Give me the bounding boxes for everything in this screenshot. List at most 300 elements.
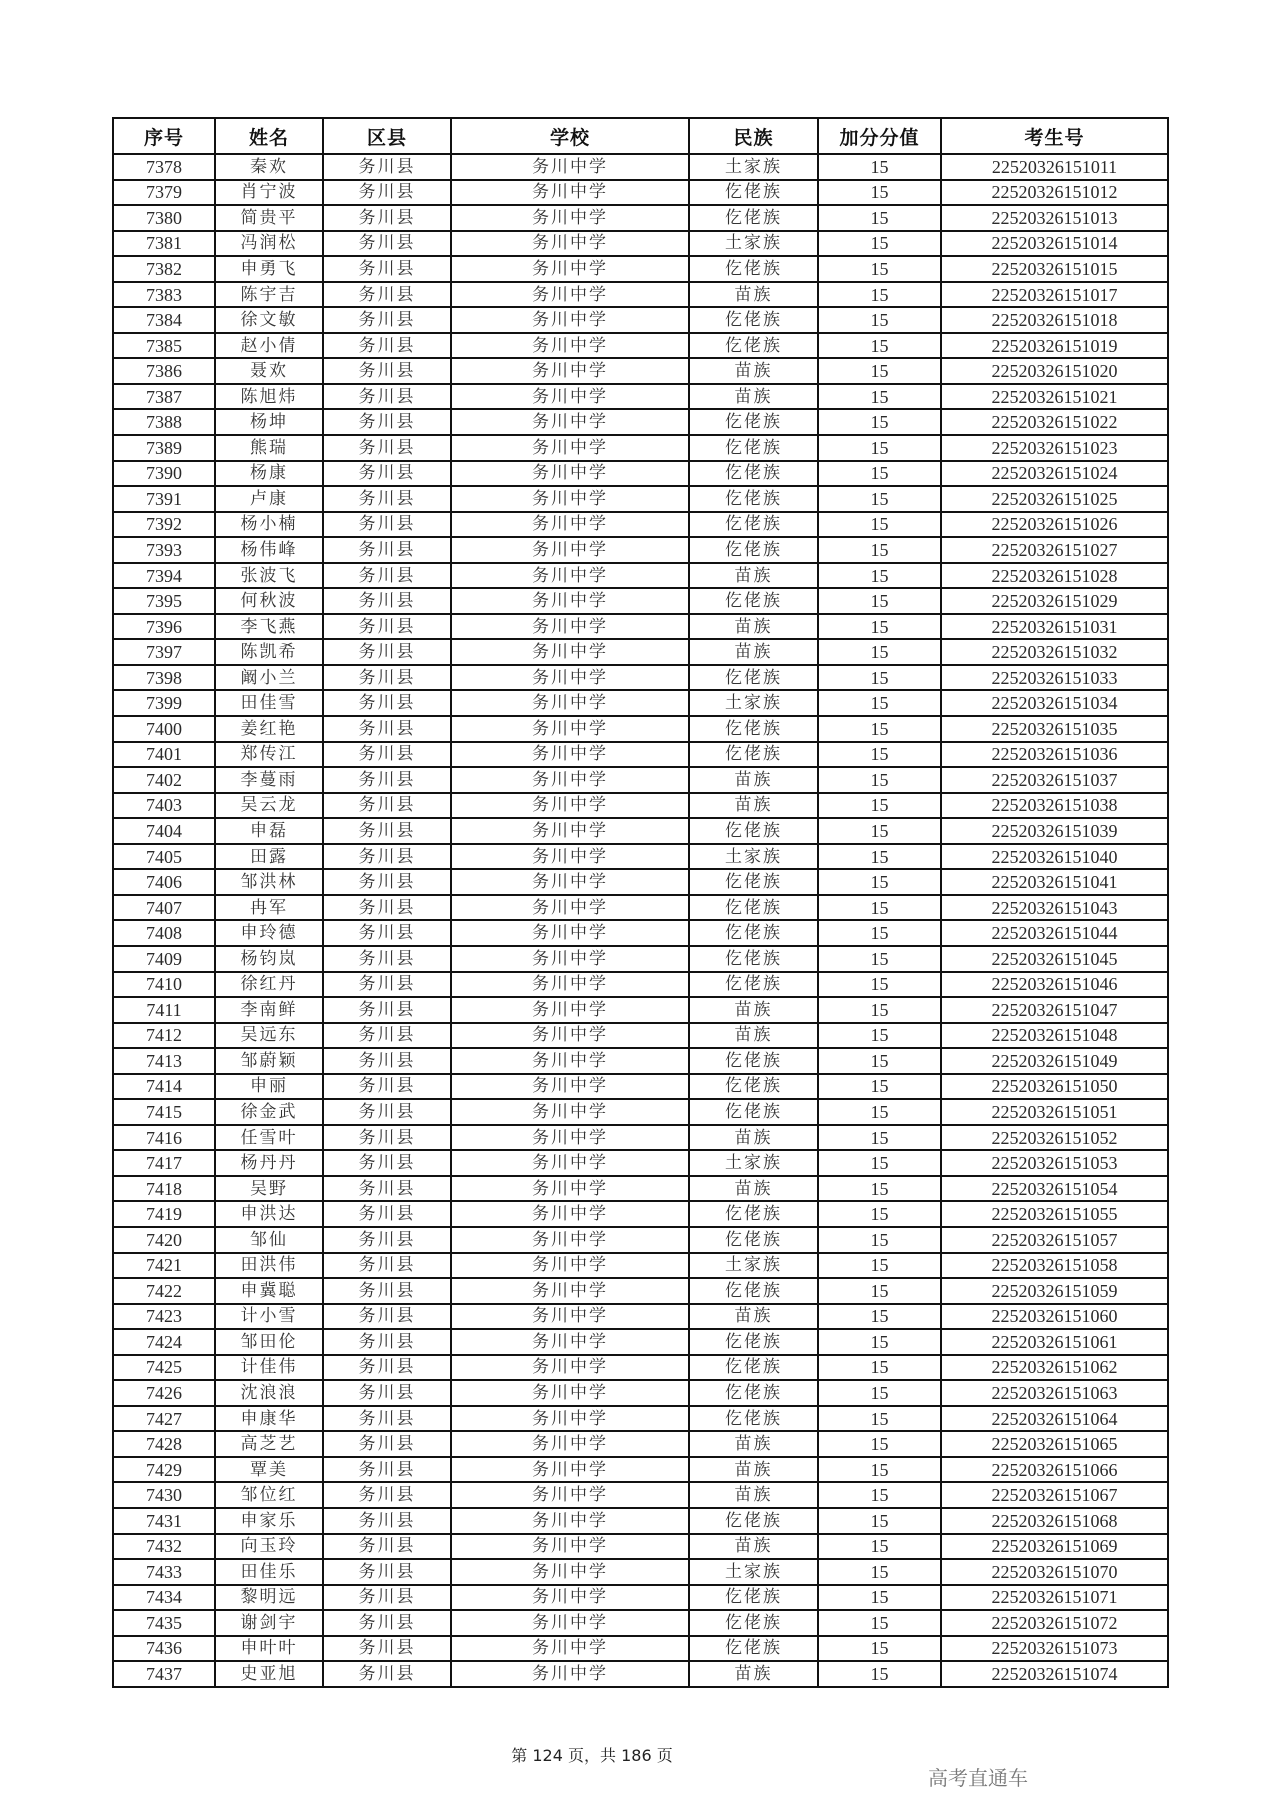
cell-school: 务川中学 (451, 1661, 689, 1687)
cell-district: 务川县 (323, 1431, 451, 1457)
cell-district: 务川县 (323, 869, 451, 895)
cell-bonus-points: 15 (818, 1534, 941, 1560)
cell-name: 赵小倩 (215, 333, 323, 359)
cell-exam-id: 22520326151032 (941, 639, 1168, 665)
cell-school: 务川中学 (451, 486, 689, 512)
table-row (113, 997, 1168, 1023)
cell-school: 务川中学 (451, 307, 689, 333)
cell-ethnicity: 苗族 (689, 1023, 818, 1049)
cell-district: 务川县 (323, 1329, 451, 1355)
cell-school: 务川中学 (451, 972, 689, 998)
table-row (113, 690, 1168, 716)
cell-district: 务川县 (323, 1074, 451, 1100)
cell-district: 务川县 (323, 154, 451, 180)
table-row (113, 844, 1168, 870)
cell-name: 田佳雪 (215, 690, 323, 716)
cell-serial-number: 7403 (113, 793, 215, 819)
cell-exam-id: 22520326151052 (941, 1125, 1168, 1151)
table-row (113, 205, 1168, 231)
table-row (113, 1534, 1168, 1560)
cell-bonus-points: 15 (818, 588, 941, 614)
cell-name: 李飞燕 (215, 614, 323, 640)
cell-school: 务川中学 (451, 588, 689, 614)
cell-exam-id: 22520326151024 (941, 461, 1168, 487)
cell-bonus-points: 15 (818, 537, 941, 563)
table-row (113, 1457, 1168, 1483)
cell-district: 务川县 (323, 1099, 451, 1125)
cell-exam-id: 22520326151036 (941, 742, 1168, 768)
cell-bonus-points: 15 (818, 563, 941, 589)
cell-bonus-points: 15 (818, 461, 941, 487)
cell-serial-number: 7428 (113, 1431, 215, 1457)
table-header-row (113, 118, 1168, 154)
cell-bonus-points: 15 (818, 1661, 941, 1687)
table-row (113, 1585, 1168, 1611)
cell-ethnicity: 苗族 (689, 639, 818, 665)
cell-name: 何秋波 (215, 588, 323, 614)
cell-serial-number: 7426 (113, 1380, 215, 1406)
cell-ethnicity: 仡佬族 (689, 818, 818, 844)
cell-ethnicity: 仡佬族 (689, 1508, 818, 1534)
cell-serial-number: 7434 (113, 1585, 215, 1611)
cell-serial-number: 7408 (113, 920, 215, 946)
cell-name: 杨钧岚 (215, 946, 323, 972)
table-row (113, 1074, 1168, 1100)
cell-bonus-points: 15 (818, 1074, 941, 1100)
table-row (113, 154, 1168, 180)
cell-ethnicity: 仡佬族 (689, 1610, 818, 1636)
table-row (113, 1482, 1168, 1508)
table-row (113, 1253, 1168, 1279)
cell-district: 务川县 (323, 997, 451, 1023)
cell-school: 务川中学 (451, 512, 689, 538)
cell-bonus-points: 15 (818, 231, 941, 257)
cell-name: 杨康 (215, 461, 323, 487)
cell-exam-id: 22520326151041 (941, 869, 1168, 895)
cell-bonus-points: 15 (818, 358, 941, 384)
cell-ethnicity: 仡佬族 (689, 869, 818, 895)
cell-bonus-points: 15 (818, 869, 941, 895)
cell-district: 务川县 (323, 972, 451, 998)
table-row (113, 384, 1168, 410)
cell-ethnicity: 仡佬族 (689, 512, 818, 538)
cell-ethnicity: 苗族 (689, 1431, 818, 1457)
cell-school: 务川中学 (451, 1227, 689, 1253)
cell-serial-number: 7418 (113, 1176, 215, 1202)
cell-ethnicity: 土家族 (689, 1150, 818, 1176)
cell-serial-number: 7437 (113, 1661, 215, 1687)
cell-bonus-points: 15 (818, 1355, 941, 1381)
cell-serial-number: 7415 (113, 1099, 215, 1125)
cell-school: 务川中学 (451, 333, 689, 359)
cell-serial-number: 7398 (113, 665, 215, 691)
table-row (113, 461, 1168, 487)
column-header-serial-number: 序号 (113, 118, 215, 154)
cell-name: 沈浪浪 (215, 1380, 323, 1406)
cell-exam-id: 22520326151062 (941, 1355, 1168, 1381)
cell-district: 务川县 (323, 358, 451, 384)
cell-ethnicity: 仡佬族 (689, 665, 818, 691)
table-row (113, 1355, 1168, 1381)
cell-ethnicity: 仡佬族 (689, 1099, 818, 1125)
cell-district: 务川县 (323, 1201, 451, 1227)
cell-name: 张波飞 (215, 563, 323, 589)
cell-school: 务川中学 (451, 1176, 689, 1202)
cell-name: 阚小兰 (215, 665, 323, 691)
table-row (113, 231, 1168, 257)
cell-district: 务川县 (323, 920, 451, 946)
table-row (113, 333, 1168, 359)
cell-name: 申勇飞 (215, 256, 323, 282)
cell-serial-number: 7393 (113, 537, 215, 563)
cell-exam-id: 22520326151060 (941, 1304, 1168, 1330)
cell-serial-number: 7390 (113, 461, 215, 487)
table-row (113, 639, 1168, 665)
column-header-district: 区县 (323, 118, 451, 154)
cell-exam-id: 22520326151034 (941, 690, 1168, 716)
cell-serial-number: 7431 (113, 1508, 215, 1534)
cell-name: 徐文敏 (215, 307, 323, 333)
cell-school: 务川中学 (451, 895, 689, 921)
cell-school: 务川中学 (451, 1431, 689, 1457)
cell-name: 申洪达 (215, 1201, 323, 1227)
cell-district: 务川县 (323, 1048, 451, 1074)
cell-exam-id: 22520326151071 (941, 1585, 1168, 1611)
cell-exam-id: 22520326151013 (941, 205, 1168, 231)
column-header-ethnicity: 民族 (689, 118, 818, 154)
cell-school: 务川中学 (451, 231, 689, 257)
cell-exam-id: 22520326151037 (941, 767, 1168, 793)
cell-exam-id: 22520326151061 (941, 1329, 1168, 1355)
cell-ethnicity: 苗族 (689, 1304, 818, 1330)
cell-serial-number: 7389 (113, 435, 215, 461)
cell-serial-number: 7382 (113, 256, 215, 282)
cell-exam-id: 22520326151073 (941, 1636, 1168, 1662)
watermark-logo-text: 高考直通车 (928, 1766, 1028, 1790)
cell-serial-number: 7421 (113, 1253, 215, 1279)
cell-exam-id: 22520326151059 (941, 1278, 1168, 1304)
cell-bonus-points: 15 (818, 205, 941, 231)
table-row (113, 1508, 1168, 1534)
cell-school: 务川中学 (451, 1099, 689, 1125)
cell-school: 务川中学 (451, 435, 689, 461)
cell-ethnicity: 土家族 (689, 690, 818, 716)
cell-name: 姜红艳 (215, 716, 323, 742)
cell-exam-id: 22520326151014 (941, 231, 1168, 257)
cell-school: 务川中学 (451, 665, 689, 691)
cell-bonus-points: 15 (818, 180, 941, 206)
cell-ethnicity: 苗族 (689, 358, 818, 384)
cell-district: 务川县 (323, 1150, 451, 1176)
cell-ethnicity: 苗族 (689, 793, 818, 819)
cell-serial-number: 7427 (113, 1406, 215, 1432)
cell-district: 务川县 (323, 1661, 451, 1687)
cell-school: 务川中学 (451, 639, 689, 665)
table-row (113, 742, 1168, 768)
cell-bonus-points: 15 (818, 690, 941, 716)
cell-serial-number: 7404 (113, 818, 215, 844)
cell-exam-id: 22520326151049 (941, 1048, 1168, 1074)
cell-ethnicity: 仡佬族 (689, 1355, 818, 1381)
cell-district: 务川县 (323, 793, 451, 819)
table-row (113, 1176, 1168, 1202)
cell-school: 务川中学 (451, 946, 689, 972)
cell-name: 邹位红 (215, 1482, 323, 1508)
cell-ethnicity: 仡佬族 (689, 307, 818, 333)
cell-serial-number: 7424 (113, 1329, 215, 1355)
cell-school: 务川中学 (451, 154, 689, 180)
cell-exam-id: 22520326151031 (941, 614, 1168, 640)
cell-serial-number: 7405 (113, 844, 215, 870)
cell-district: 务川县 (323, 1176, 451, 1202)
cell-ethnicity: 仡佬族 (689, 920, 818, 946)
cell-exam-id: 22520326151040 (941, 844, 1168, 870)
cell-school: 务川中学 (451, 818, 689, 844)
cell-bonus-points: 15 (818, 1176, 941, 1202)
cell-ethnicity: 苗族 (689, 282, 818, 308)
table-row (113, 793, 1168, 819)
cell-bonus-points: 15 (818, 716, 941, 742)
table-row (113, 818, 1168, 844)
cell-district: 务川县 (323, 409, 451, 435)
cell-serial-number: 7387 (113, 384, 215, 410)
cell-name: 田佳乐 (215, 1559, 323, 1585)
table-row (113, 563, 1168, 589)
cell-name: 杨坤 (215, 409, 323, 435)
cell-name: 李南鲜 (215, 997, 323, 1023)
table-row (113, 512, 1168, 538)
table-row (113, 588, 1168, 614)
cell-name: 计小雪 (215, 1304, 323, 1330)
table-row (113, 1329, 1168, 1355)
cell-ethnicity: 苗族 (689, 997, 818, 1023)
cell-ethnicity: 苗族 (689, 767, 818, 793)
cell-exam-id: 22520326151038 (941, 793, 1168, 819)
cell-serial-number: 7413 (113, 1048, 215, 1074)
table-row (113, 1610, 1168, 1636)
cell-ethnicity: 仡佬族 (689, 895, 818, 921)
table-row (113, 716, 1168, 742)
cell-ethnicity: 仡佬族 (689, 1074, 818, 1100)
cell-name: 吴远东 (215, 1023, 323, 1049)
cell-serial-number: 7385 (113, 333, 215, 359)
cell-exam-id: 22520326151050 (941, 1074, 1168, 1100)
cell-bonus-points: 15 (818, 1253, 941, 1279)
cell-ethnicity: 仡佬族 (689, 333, 818, 359)
table-row (113, 1559, 1168, 1585)
cell-school: 务川中学 (451, 1278, 689, 1304)
cell-serial-number: 7392 (113, 512, 215, 538)
cell-name: 申磊 (215, 818, 323, 844)
cell-serial-number: 7416 (113, 1125, 215, 1151)
cell-district: 务川县 (323, 537, 451, 563)
cell-ethnicity: 仡佬族 (689, 1380, 818, 1406)
cell-ethnicity: 仡佬族 (689, 537, 818, 563)
cell-district: 务川县 (323, 946, 451, 972)
table-row (113, 920, 1168, 946)
cell-exam-id: 22520326151033 (941, 665, 1168, 691)
cell-exam-id: 22520326151028 (941, 563, 1168, 589)
cell-exam-id: 22520326151055 (941, 1201, 1168, 1227)
cell-bonus-points: 15 (818, 1023, 941, 1049)
cell-ethnicity: 土家族 (689, 231, 818, 257)
cell-bonus-points: 15 (818, 1585, 941, 1611)
cell-ethnicity: 仡佬族 (689, 588, 818, 614)
cell-exam-id: 22520326151027 (941, 537, 1168, 563)
table-row (113, 256, 1168, 282)
cell-bonus-points: 15 (818, 793, 941, 819)
cell-district: 务川县 (323, 1278, 451, 1304)
cell-bonus-points: 15 (818, 742, 941, 768)
cell-bonus-points: 15 (818, 512, 941, 538)
cell-school: 务川中学 (451, 742, 689, 768)
cell-serial-number: 7432 (113, 1534, 215, 1560)
cell-bonus-points: 15 (818, 333, 941, 359)
cell-serial-number: 7436 (113, 1636, 215, 1662)
table-row (113, 1201, 1168, 1227)
cell-name: 申叶叶 (215, 1636, 323, 1662)
cell-school: 务川中学 (451, 997, 689, 1023)
table-row (113, 1431, 1168, 1457)
cell-exam-id: 22520326151025 (941, 486, 1168, 512)
column-header-bonus-points: 加分分值 (818, 118, 941, 154)
table-row (113, 1048, 1168, 1074)
cell-name: 简贵平 (215, 205, 323, 231)
cell-exam-id: 22520326151015 (941, 256, 1168, 282)
cell-district: 务川县 (323, 1508, 451, 1534)
table-row (113, 869, 1168, 895)
cell-district: 务川县 (323, 665, 451, 691)
cell-school: 务川中学 (451, 180, 689, 206)
page-footer (0, 1743, 1280, 1766)
cell-school: 务川中学 (451, 1023, 689, 1049)
cell-school: 务川中学 (451, 1329, 689, 1355)
cell-serial-number: 7394 (113, 563, 215, 589)
cell-serial-number: 7397 (113, 639, 215, 665)
cell-bonus-points: 15 (818, 946, 941, 972)
cell-serial-number: 7378 (113, 154, 215, 180)
cell-bonus-points: 15 (818, 639, 941, 665)
cell-district: 务川县 (323, 1585, 451, 1611)
cell-exam-id: 22520326151018 (941, 307, 1168, 333)
cell-school: 务川中学 (451, 1355, 689, 1381)
cell-name: 郑传江 (215, 742, 323, 768)
cell-serial-number: 7383 (113, 282, 215, 308)
cell-exam-id: 22520326151066 (941, 1457, 1168, 1483)
table-row (113, 1380, 1168, 1406)
cell-name: 陈凯希 (215, 639, 323, 665)
cell-school: 务川中学 (451, 1406, 689, 1432)
cell-bonus-points: 15 (818, 307, 941, 333)
cell-ethnicity: 土家族 (689, 1253, 818, 1279)
column-header-name: 姓名 (215, 118, 323, 154)
cell-district: 务川县 (323, 231, 451, 257)
cell-exam-id: 22520326151048 (941, 1023, 1168, 1049)
table-row (113, 537, 1168, 563)
cell-bonus-points: 15 (818, 920, 941, 946)
cell-serial-number: 7417 (113, 1150, 215, 1176)
cell-district: 务川县 (323, 1125, 451, 1151)
cell-name: 申康华 (215, 1406, 323, 1432)
cell-district: 务川县 (323, 180, 451, 206)
cell-serial-number: 7410 (113, 972, 215, 998)
cell-school: 务川中学 (451, 793, 689, 819)
cell-ethnicity: 苗族 (689, 1534, 818, 1560)
cell-serial-number: 7429 (113, 1457, 215, 1483)
cell-exam-id: 22520326151054 (941, 1176, 1168, 1202)
cell-exam-id: 22520326151011 (941, 154, 1168, 180)
cell-serial-number: 7396 (113, 614, 215, 640)
cell-bonus-points: 15 (818, 844, 941, 870)
cell-name: 邹洪林 (215, 869, 323, 895)
table-row (113, 1150, 1168, 1176)
cell-serial-number: 7407 (113, 895, 215, 921)
cell-bonus-points: 15 (818, 767, 941, 793)
cell-serial-number: 7400 (113, 716, 215, 742)
cell-district: 务川县 (323, 818, 451, 844)
cell-name: 聂欢 (215, 358, 323, 384)
cell-bonus-points: 15 (818, 1559, 941, 1585)
cell-exam-id: 22520326151035 (941, 716, 1168, 742)
cell-name: 田露 (215, 844, 323, 870)
table-row (113, 282, 1168, 308)
cell-district: 务川县 (323, 742, 451, 768)
cell-exam-id: 22520326151063 (941, 1380, 1168, 1406)
cell-name: 申家乐 (215, 1508, 323, 1534)
cell-bonus-points: 15 (818, 1150, 941, 1176)
cell-exam-id: 22520326151064 (941, 1406, 1168, 1432)
cell-exam-id: 22520326151023 (941, 435, 1168, 461)
cell-name: 谢剑宇 (215, 1610, 323, 1636)
cell-ethnicity: 苗族 (689, 1125, 818, 1151)
roster-table-container (112, 117, 1167, 1688)
table-row (113, 895, 1168, 921)
cell-district: 务川县 (323, 716, 451, 742)
table-row (113, 946, 1168, 972)
cell-exam-id: 22520326151067 (941, 1482, 1168, 1508)
cell-district: 务川县 (323, 1457, 451, 1483)
cell-school: 务川中学 (451, 1304, 689, 1330)
cell-exam-id: 22520326151046 (941, 972, 1168, 998)
table-row (113, 307, 1168, 333)
cell-ethnicity: 仡佬族 (689, 1406, 818, 1432)
cell-name: 秦欢 (215, 154, 323, 180)
cell-district: 务川县 (323, 384, 451, 410)
cell-name: 史亚旭 (215, 1661, 323, 1687)
cell-serial-number: 7435 (113, 1610, 215, 1636)
cell-name: 杨小楠 (215, 512, 323, 538)
cell-name: 任雪叶 (215, 1125, 323, 1151)
cell-district: 务川县 (323, 1304, 451, 1330)
cell-district: 务川县 (323, 614, 451, 640)
cell-district: 务川县 (323, 1355, 451, 1381)
table-row (113, 972, 1168, 998)
cell-school: 务川中学 (451, 1253, 689, 1279)
cell-bonus-points: 15 (818, 1406, 941, 1432)
cell-exam-id: 22520326151021 (941, 384, 1168, 410)
cell-bonus-points: 15 (818, 1048, 941, 1074)
cell-name: 邹蔚颖 (215, 1048, 323, 1074)
cell-bonus-points: 15 (818, 972, 941, 998)
cell-serial-number: 7386 (113, 358, 215, 384)
cell-school: 务川中学 (451, 690, 689, 716)
cell-serial-number: 7425 (113, 1355, 215, 1381)
cell-district: 务川县 (323, 563, 451, 589)
cell-exam-id: 22520326151065 (941, 1431, 1168, 1457)
cell-bonus-points: 15 (818, 1482, 941, 1508)
cell-serial-number: 7380 (113, 205, 215, 231)
cell-district: 务川县 (323, 1482, 451, 1508)
